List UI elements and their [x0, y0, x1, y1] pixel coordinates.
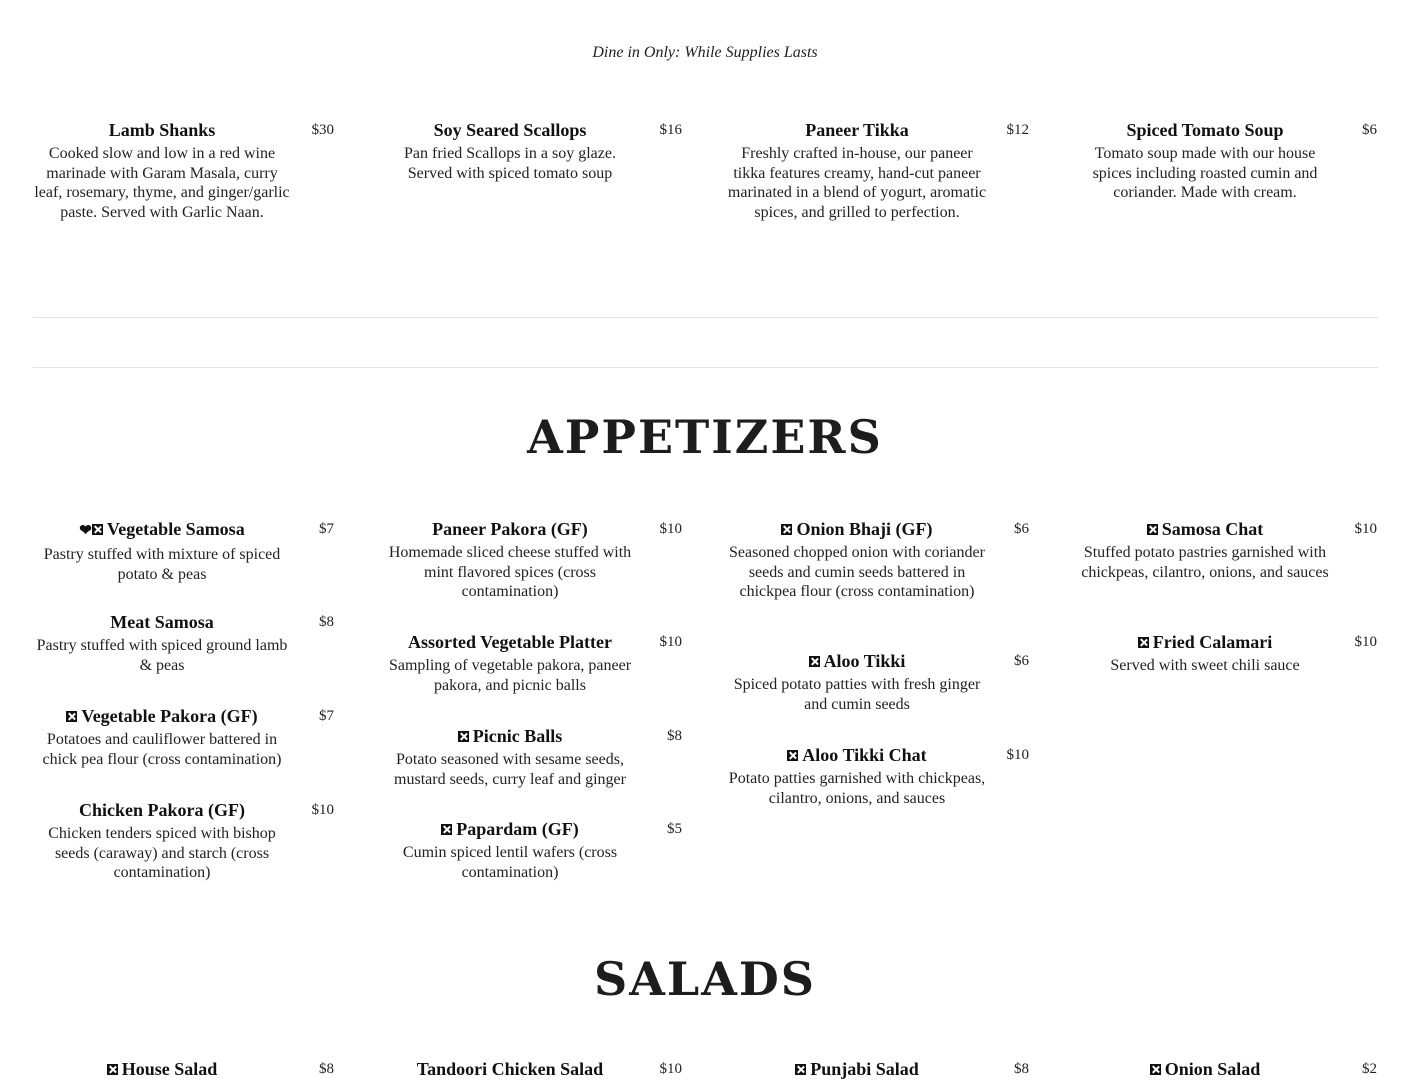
item-price: $6 — [1362, 122, 1377, 138]
item-price: $8 — [1014, 1061, 1029, 1077]
item-name: Onion Bhaji (GF) — [727, 517, 987, 541]
item-name: Soy Seared Scallops — [433, 120, 587, 140]
item-price: $7 — [319, 708, 334, 724]
item-name: Vegetable Pakora (GF) — [32, 704, 292, 728]
menu-item — [32, 1057, 334, 1081]
item-price: $30 — [311, 122, 334, 138]
item-description: Potato patties garnished with chickpeas, cilantro, onions, and sauces — [728, 770, 986, 807]
menu-item — [1075, 517, 1377, 582]
item-name: Paneer Tikka — [805, 120, 909, 140]
section-divider — [33, 317, 1378, 318]
vegetarian-icon — [92, 524, 103, 535]
item-description: Tomato soup made with our house spices including roasted cumin and coriander. Made with cream. — [1092, 145, 1318, 202]
item-price: $2 — [1362, 1061, 1377, 1077]
menu-item — [380, 630, 682, 695]
vegetarian-icon — [809, 656, 820, 667]
item-name: Papardam (GF) — [380, 817, 640, 841]
dine-in-notice: Dine in Only: While Supplies Lasts — [592, 44, 818, 61]
item-price: $5 — [667, 821, 682, 837]
item-price: $10 — [659, 521, 682, 537]
vegetarian-icon — [781, 524, 792, 535]
salads-heading: SALADS — [593, 952, 817, 1006]
item-description: Seasoned chopped onion with coriander seeds and cumin seeds battered in chickpea flour (cross contamination) — [729, 544, 985, 601]
item-name: Lamb Shanks — [108, 120, 216, 140]
item-price: $6 — [1014, 521, 1029, 537]
item-name: Tandoori Chicken Salad — [416, 1059, 604, 1079]
item-name: Onion Salad — [1075, 1057, 1335, 1081]
menu-item — [380, 724, 682, 789]
item-price: $12 — [1006, 122, 1029, 138]
item-price: $10 — [1354, 634, 1377, 650]
item-description: Freshly crafted in-house, our paneer tikka features creamy, hand-cut paneer marinated in a blend of yogurt, aromatic spices, and grilled to perfection. — [727, 145, 987, 221]
item-description: Sampling of vegetable pakora, paneer pakora, and picnic balls — [388, 657, 632, 694]
item-price: $10 — [311, 802, 334, 818]
vegetarian-icon — [441, 824, 452, 835]
menu-item — [380, 817, 682, 882]
item-name: Chicken Pakora (GF) — [79, 800, 245, 820]
vegetarian-icon — [795, 1064, 806, 1075]
item-description: Potatoes and cauliflower battered in chick pea flour (cross contamination) — [42, 731, 282, 768]
menu-item — [727, 1057, 1029, 1081]
item-price: $8 — [319, 614, 334, 630]
item-description: Pan fried Scallops in a soy glaze. Served with spiced tomato soup — [404, 145, 616, 182]
item-description: Stuffed potato pastries garnished with chickpeas, cilantro, onions, and sauces — [1081, 544, 1329, 581]
item-price: $8 — [667, 728, 682, 744]
item-name: House Salad — [32, 1057, 292, 1081]
item-description: Pastry stuffed with mixture of spiced potato & peas — [43, 546, 281, 583]
heart-icon: ❤ — [79, 523, 92, 539]
vegetarian-icon — [458, 731, 469, 742]
item-name: Samosa Chat — [1075, 517, 1335, 541]
item-description: Spiced potato patties with fresh ginger and cumin seeds — [733, 676, 981, 713]
vegetarian-icon — [787, 750, 798, 761]
item-name: Punjabi Salad — [727, 1057, 987, 1081]
menu-item — [1075, 118, 1377, 203]
item-description: Cumin spiced lentil wafers (cross contamination) — [402, 844, 618, 881]
vegetarian-icon — [107, 1064, 118, 1075]
item-description: Potato seasoned with sesame seeds, mustard seeds, curry leaf and ginger — [394, 751, 626, 788]
item-price: $6 — [1014, 653, 1029, 669]
item-price: $8 — [319, 1061, 334, 1077]
item-name: Picnic Balls — [380, 724, 640, 748]
menu-item — [32, 704, 334, 769]
item-name: Aloo Tikki — [727, 649, 987, 673]
menu-item — [727, 118, 1029, 222]
item-name: Spiced Tomato Soup — [1126, 120, 1284, 140]
menu-item — [32, 798, 334, 883]
menu-item — [727, 743, 1029, 808]
item-price: $7 — [319, 521, 334, 537]
item-name: Paneer Pakora (GF) — [432, 519, 588, 539]
menu-item — [380, 118, 682, 183]
item-price: $10 — [1006, 747, 1029, 763]
item-description: Chicken tenders spiced with bishop seeds (caraway) and starch (cross contamination) — [48, 825, 276, 882]
item-description: Pastry stuffed with spiced ground lamb & peas — [36, 637, 288, 674]
menu-item — [32, 517, 334, 584]
item-price: $16 — [659, 122, 682, 138]
vegetarian-icon — [1138, 637, 1149, 648]
menu-item — [1075, 630, 1377, 676]
item-description: Cooked slow and low in a red wine marinade with Garam Masala, curry leaf, rosemary, thyme, and ginger/garlic paste. Served with Garlic Naan. — [34, 145, 290, 221]
section-divider — [33, 367, 1378, 368]
menu-item — [380, 1057, 682, 1081]
item-price: $10 — [1354, 521, 1377, 537]
item-name: ❤ Vegetable Samosa — [79, 519, 245, 539]
item-name: Fried Calamari — [1075, 630, 1335, 654]
menu-item — [380, 517, 682, 602]
vegetarian-icon — [1150, 1064, 1161, 1075]
item-name: Assorted Vegetable Platter — [408, 632, 612, 652]
item-name: Meat Samosa — [110, 612, 214, 632]
item-name: Aloo Tikki Chat — [727, 743, 987, 767]
item-price: $10 — [659, 1061, 682, 1077]
vegetarian-icon — [1147, 524, 1158, 535]
menu-item — [727, 517, 1029, 602]
menu-item — [32, 118, 334, 222]
item-description: Homemade sliced cheese stuffed with mint flavored spices (cross contamination) — [388, 544, 632, 601]
appetizers-heading: APPETIZERS — [527, 410, 883, 464]
vegetarian-icon — [66, 711, 77, 722]
item-price: $10 — [659, 634, 682, 650]
menu-item — [32, 610, 334, 675]
item-description: Served with sweet chili sauce — [1110, 657, 1300, 674]
menu-item — [1075, 1057, 1377, 1081]
menu-item — [727, 649, 1029, 714]
